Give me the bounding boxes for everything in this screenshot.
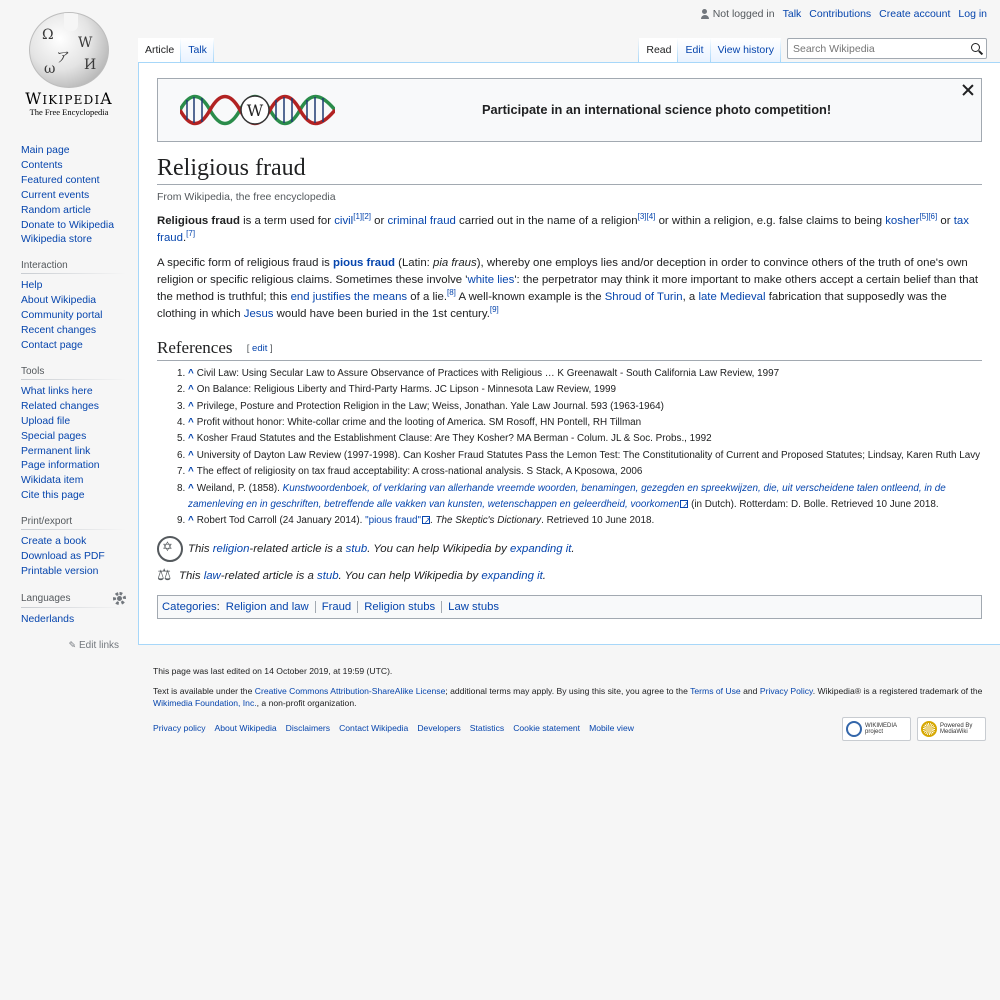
ref-3-4[interactable]: [3][4] (637, 212, 656, 221)
backlink-caret[interactable]: ^ (188, 417, 194, 428)
user-icon (700, 9, 710, 19)
dna-logo-icon (180, 92, 335, 128)
reference-item: 5. ^ Kosher Fraud Statutes and the Establishment Clause: Are They Kosher? MA Berman - Colum. JL & Soc. Probs., 1992 (188, 431, 982, 447)
sidebar-item-permanent-link[interactable]: Permanent link (21, 445, 91, 457)
svg-text:W: W (246, 101, 264, 120)
tools-heading: Tools (21, 366, 126, 380)
view-tabs (638, 38, 781, 62)
link-late-medieval[interactable]: late Medieval (698, 291, 766, 304)
not-logged-in (700, 8, 775, 20)
footer-contact[interactable]: Contact Wikipedia (339, 723, 409, 733)
references-heading: References [ edit ] (157, 337, 982, 361)
interaction-heading: Interaction (21, 260, 126, 274)
sidebar-item-store[interactable]: Wikipedia store (21, 234, 93, 246)
languages-portal (21, 592, 138, 628)
site-sub: From Wikipedia, the free encyclopedia (157, 191, 336, 203)
reference-item: 8. ^ Weiland, P. (1858). Kunstwoordenboek, of verklaring van allerhande vreemde woorden, benamingen, gezegden en spreekwijzen, die, uit verscheidene talen ontleend, in de zamenleving en in geschriften, betreffende alle vakken van kunsten, wetenschappen en geleerdheid, voorkomen↗ (in Dutch). Rotterdam: D. Bolle. Retrieved 10 June 2018. (188, 481, 982, 514)
link-pious-fraud[interactable]: pious fraud (333, 256, 396, 269)
reference-item: 3. ^ Privilege, Posture and Protection Religion in the Law; Weiss, Jonathan. Yale Law Journal. 593 (1963-1964) (188, 399, 982, 415)
sidebar-item-wikidata-item[interactable]: Wikidata item (21, 475, 84, 487)
ref-9[interactable]: [9] (489, 305, 499, 315)
page-title: Religious fraud (157, 154, 982, 185)
link-stub[interactable]: stub (317, 569, 339, 582)
reference-item: 6. ^ University of Dayton Law Review (1997-1998). Can Kosher Fraud Statutes Pass the Lemon Test: The Constitutionality of Current and Proposed Statutes; Lindsay, Karen Ruth Lavy (188, 448, 982, 464)
footer-statistics[interactable]: Statistics (469, 723, 505, 733)
search-input[interactable] (788, 39, 966, 58)
last-edited: This page was last edited on 14 October 2019, at 19:59 (UTC). (153, 666, 393, 676)
print-heading: Print/export (21, 516, 126, 530)
sidebar (0, 140, 138, 651)
backlink-caret[interactable]: ^ (188, 466, 194, 478)
category-law-stubs[interactable]: Law stubs (441, 601, 505, 613)
link-stub[interactable]: stub (345, 542, 368, 555)
wikimedia-badge[interactable]: WIKIMEDIA project (842, 717, 911, 741)
namespace-tabs (138, 38, 214, 62)
footer-badges (842, 717, 986, 741)
tab-read[interactable]: Read (639, 38, 678, 62)
footer-disclaimers[interactable]: Disclaimers (285, 723, 331, 733)
sidebar-item-page-information[interactable]: Page information (21, 460, 100, 472)
interaction-portal (21, 260, 138, 354)
navigation-portal (21, 144, 138, 248)
sidebar-item-donate[interactable]: Donate to Wikipedia (21, 219, 114, 231)
sidebar-item-community-portal[interactable]: Community portal (21, 310, 103, 322)
link-law[interactable]: law (203, 569, 221, 582)
contributions-link[interactable]: Contributions (809, 8, 872, 20)
site-notice-banner (157, 78, 982, 142)
category-fraud[interactable]: Fraud (315, 601, 358, 613)
tab-talk[interactable]: Talk (181, 38, 214, 62)
category-religion-stubs[interactable]: Religion stubs (357, 601, 441, 613)
external-link-icon (422, 516, 430, 524)
category-links: Categories : Religion and law Fraud Religion stubs Law stubs (157, 595, 982, 619)
category-religion-and-law[interactable]: Religion and law (225, 600, 309, 613)
ref-5-6[interactable]: [5][6] (919, 212, 938, 221)
link-expanding-it[interactable]: expanding it (481, 569, 543, 582)
external-link-icon (680, 500, 688, 508)
law-stub-notice: ⚖ This law-related article is a stub. You can help Wikipedia by expanding it. (157, 567, 982, 585)
link-civil[interactable]: civil (334, 215, 354, 227)
backlink-caret[interactable]: ^ (188, 400, 194, 412)
footer-developers[interactable]: Developers (417, 723, 461, 733)
create-account-link[interactable]: Create account (879, 8, 951, 20)
backlink-caret[interactable]: ^ (188, 482, 194, 494)
wikipedia-logo[interactable] (0, 0, 138, 130)
pious-fraud-paragraph: A specific form of religious fraud is pious fraud (Latin: pia fraus), whereby one employs lies and/or deception in order to convince others of the truth of one's own religion or specific religious claims. Sometimes these involve 'white lies': the perpetrator may think it more important to make others accept a certain belief than that the method is truthful; this end justifies the means of a lie.[8] A well-known example is the Shroud of Turin, a late Medieval fabrication that supposedly was the clothing in which Jesus would have been buried in the 1st century.[9] (157, 256, 979, 321)
sidebar-item-related-changes[interactable]: Related changes (21, 400, 99, 412)
pencil-icon: ✎ (68, 639, 77, 650)
backlink-caret[interactable]: ^ (188, 384, 194, 396)
sidebar-item-cite-this-page[interactable]: Cite this page (21, 490, 85, 502)
print-portal (21, 516, 138, 580)
sidebar-item-featured-content[interactable]: Featured content (21, 174, 100, 186)
tools-portal (21, 366, 138, 504)
logo-tagline: The Free Encyclopedia (29, 107, 109, 117)
terms-link[interactable]: Terms of Use (690, 686, 741, 696)
sidebar-item-download-pdf[interactable]: Download as PDF (21, 551, 105, 563)
link-expanding-it[interactable]: expanding it (509, 542, 572, 555)
wikimedia-icon (846, 721, 862, 737)
mediawiki-icon (921, 721, 937, 737)
religion-stub-notice: ✡ This religion-related article is a stub. You can help Wikipedia by expanding it. (157, 536, 982, 562)
globe-icon: Ω W ア И ω (29, 12, 109, 88)
search-icon[interactable] (966, 39, 986, 58)
footer (153, 665, 986, 733)
ref-external-link[interactable]: "pious fraud" (365, 515, 421, 527)
footer-mobile-view[interactable]: Mobile view (589, 723, 634, 733)
foundation-link[interactable]: Wikimedia Foundation, Inc. (153, 698, 257, 708)
ref-8[interactable]: [8] (447, 288, 456, 298)
languages-heading: Languages (21, 592, 71, 604)
link-end-justifies[interactable]: end justifies the means (290, 291, 408, 304)
personal-tools (700, 8, 987, 20)
reference-item: 1. ^ Civil Law: Using Secular Law to Assure Observance of Practices with Religious … K Greenawalt - South California Law Review, 1997 (188, 366, 982, 382)
license-link[interactable]: Creative Commons Attribution-ShareAlike License (254, 686, 446, 696)
edit-section-link[interactable]: [ edit ] (246, 342, 273, 354)
sidebar-item-recent-changes[interactable]: Recent changes (21, 325, 97, 337)
link-kosher[interactable]: kosher (885, 215, 920, 227)
sidebar-item-create-book[interactable]: Create a book (21, 536, 87, 548)
tab-view-history[interactable]: View history (711, 38, 781, 62)
mediawiki-badge[interactable]: Powered By MediaWiki (917, 717, 986, 741)
footer-privacy-policy[interactable]: Privacy policy (153, 723, 206, 733)
ref-7[interactable]: [7] (186, 229, 196, 239)
sidebar-item-help[interactable]: Help (21, 280, 43, 292)
sidebar-item-what-links-here[interactable]: What links here (21, 385, 93, 397)
link-jesus[interactable]: Jesus (243, 308, 274, 321)
references-list (157, 366, 982, 530)
search-box (787, 38, 987, 59)
link-fraud[interactable]: fraud (429, 215, 456, 227)
privacy-link[interactable]: Privacy Policy (759, 686, 813, 696)
talk-link[interactable]: Talk (782, 8, 802, 20)
tab-article[interactable]: Article (138, 38, 181, 62)
edit-links-label: Edit links (78, 639, 119, 651)
reference-item: 4. ^ Profit without honor: White-collar crime and the looting of America. SM Rosoff, HN Pontell, RH Tillman (188, 415, 982, 431)
sidebar-item-about[interactable]: About Wikipedia (21, 295, 97, 307)
reference-item: 7. ^ The effect of religiosity on tax fraud acceptability: A cross-national analysis. S Stack, A Kposowa, 2006 (188, 464, 982, 480)
sidebar-item-contents[interactable]: Contents (21, 159, 63, 171)
link-criminal[interactable]: criminal (387, 215, 427, 227)
intro-paragraph: Religious fraud is a term used for civil[1][2] or criminal fraud carried out in the name of a religion[3][4] or within a religion, e.g. false claims to being kosher[5][6] or tax fraud.[7] (157, 212, 969, 245)
link-white-lies[interactable]: white lies (467, 273, 515, 286)
banner-text: Participate in an international science photo competition! (482, 102, 832, 117)
edit-links[interactable] (0, 640, 119, 651)
footer-about[interactable]: About Wikipedia (214, 723, 277, 733)
ref-external-link[interactable]: Kunstwoordenboek, of verklaring van allerhande vreemde woorden, benamingen, gezegden en spreekwijzen, die, uit verscheidene talen ontleend, in de zamenleving en in geschriften, betreffende alle vakken van kunsten, wetenschappen en geleerdheid, voorkomen (188, 482, 946, 511)
not-logged-in-label: Not logged in (712, 8, 775, 20)
scales-icon (157, 567, 175, 585)
sidebar-item-upload-file[interactable]: Upload file (21, 415, 71, 427)
tab-edit[interactable]: Edit (678, 38, 710, 62)
religion-symbols-icon (157, 536, 183, 562)
gear-icon[interactable] (113, 592, 126, 605)
sidebar-item-main-page[interactable]: Main page (21, 145, 70, 156)
sidebar-item-current-events[interactable]: Current events (21, 189, 90, 201)
link-religion[interactable]: religion (212, 542, 250, 555)
ref-1-2[interactable]: [1][2] (353, 212, 372, 221)
sidebar-item-special-pages[interactable]: Special pages (21, 430, 87, 442)
link-tax-fraud[interactable]: tax fraud (157, 215, 969, 245)
backlink-caret[interactable]: ^ (188, 449, 194, 461)
backlink-caret[interactable]: ^ (188, 367, 194, 379)
reference-item: 2. ^ On Balance: Religious Liberty and Third-Party Harms. JC Lipson - Minnesota Law Review, 1999 (188, 382, 982, 398)
content-area (138, 62, 1000, 645)
backlink-caret[interactable]: ^ (188, 433, 194, 445)
categories-label[interactable]: Categories (162, 600, 217, 613)
close-icon[interactable] (961, 83, 975, 97)
language-nederlands[interactable]: Nederlands (21, 613, 75, 625)
footer-cookie-statement[interactable]: Cookie statement (513, 723, 581, 733)
reference-item: 9. ^ Robert Tod Carroll (24 January 2014). "pious fraud"↗ . The Skeptic's Dictionary. Retrieved 10 June 2018. (188, 513, 982, 529)
backlink-caret[interactable]: ^ (188, 515, 194, 527)
wordmark: WIKIPEDIA (25, 90, 113, 108)
license-text: Text is available under the Creative Commons Attribution-ShareAlike License; additional terms may apply. By using this site, you agree to the Terms of Use and Privacy Policy. Wikipedia® is a registered trademark of the Wikimedia Foundation, Inc., a non-profit organization. (153, 686, 983, 708)
link-shroud[interactable]: Shroud of Turin (604, 291, 683, 304)
log-in-link[interactable]: Log in (958, 8, 987, 20)
sidebar-item-random-article[interactable]: Random article (21, 204, 91, 216)
sidebar-item-contact-page[interactable]: Contact page (21, 339, 83, 351)
sidebar-item-printable-version[interactable]: Printable version (21, 565, 99, 577)
